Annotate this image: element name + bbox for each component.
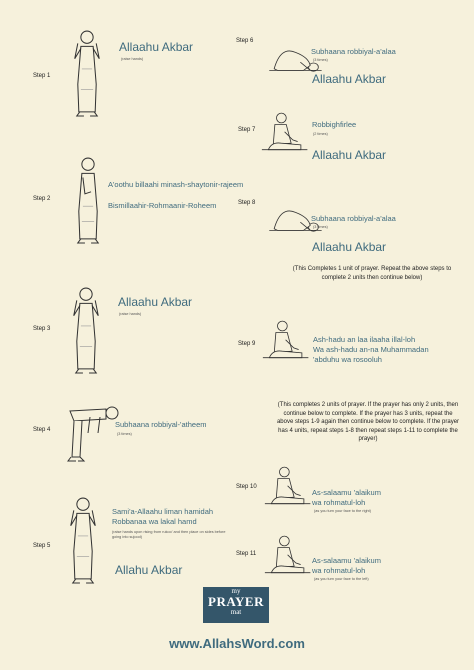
sitting-figure bbox=[257, 109, 309, 153]
step-5-label: Step 5 bbox=[33, 543, 51, 549]
step-6-note: (3 times) bbox=[313, 58, 328, 62]
step-4-phrase: Subhaana robbiyal-'atheem bbox=[115, 420, 207, 429]
step-11-line-2: wa rohmatul-loh bbox=[312, 566, 366, 575]
step-7-phrase: Robbighfirlee bbox=[312, 120, 357, 129]
step-10-line-1: As-salaamu 'alaikum bbox=[312, 488, 381, 497]
standing-raised-hands-figure bbox=[61, 28, 113, 118]
step-8-note: (3 times) bbox=[313, 225, 328, 229]
standing-figure bbox=[62, 155, 114, 245]
my-prayer-mat-logo bbox=[203, 587, 269, 623]
completes-2-units-text: (This completes 2 units of prayer. If the prayer has only 2 units, then continue below to complete. If the prayer has 3 units, repeat the above steps 1-9 again then continue below to complete. If the prayer has 4 units, repeat steps 1-8 then repeat steps 1-11 to complete the prayer) bbox=[276, 402, 460, 442]
step-1-title: Allaahu Akbar bbox=[119, 40, 194, 54]
logo-line-1: my bbox=[231, 587, 241, 595]
step-2-line-1: A'oothu billaahi minash-shaytonir-rajeem bbox=[108, 180, 244, 189]
step-1-label: Step 1 bbox=[33, 73, 51, 79]
sitting-figure bbox=[260, 532, 312, 576]
step-11-note: (as you turn your face to the left) bbox=[314, 577, 369, 581]
step-11-label: Step 11 bbox=[236, 551, 257, 557]
step-2-label: Step 2 bbox=[33, 196, 51, 202]
step-5-title: Allahu Akbar bbox=[115, 563, 183, 577]
step-9-line-2: Wa ash-hadu an-na Muhammadan bbox=[313, 345, 429, 354]
step-8-phrase: Subhaana robbiyal-a'alaa bbox=[311, 214, 396, 223]
step-3-note: (raise hands) bbox=[119, 312, 142, 316]
step-10-note: (as you turn your face to the right) bbox=[314, 509, 371, 513]
sitting-figure bbox=[258, 317, 310, 361]
step-11-line-1: As-salaamu 'alaikum bbox=[312, 556, 381, 565]
step-6-label: Step 6 bbox=[236, 38, 254, 44]
step-10-label: Step 10 bbox=[236, 484, 257, 490]
step-7-note: (2 times) bbox=[313, 132, 328, 136]
step-3-title: Allaahu Akbar bbox=[118, 295, 193, 309]
step-3-label: Step 3 bbox=[33, 326, 51, 332]
logo-line-3: mat bbox=[230, 608, 242, 616]
step-9-line-1: Ash-hadu an laa ilaaha illal-loh bbox=[313, 335, 416, 344]
step-8-label: Step 8 bbox=[238, 200, 256, 206]
step-6-title: Allaahu Akbar bbox=[312, 72, 387, 86]
step-5-note: (raise hands upon rising from rukoo' and then place on sides before going into sujood) bbox=[112, 530, 226, 539]
website-url[interactable]: www.AllahsWord.com bbox=[169, 636, 305, 651]
step-2-line-2: Bismillaahir-Rohmaanir-Roheem bbox=[108, 201, 217, 210]
standing-raised-hands-figure bbox=[57, 495, 109, 585]
step-1-note: (raise hands) bbox=[121, 57, 144, 61]
step-7-label: Step 7 bbox=[238, 127, 256, 133]
step-6-phrase: Subhaana robbiyal-a'alaa bbox=[311, 47, 396, 56]
logo-line-2: PRAYER bbox=[208, 594, 264, 609]
step-8-title: Allaahu Akbar bbox=[312, 240, 387, 254]
step-4-label: Step 4 bbox=[33, 427, 51, 433]
step-10-line-2: wa rohmatul-loh bbox=[312, 498, 366, 507]
step-7-title: Allaahu Akbar bbox=[312, 148, 387, 162]
step-4-note: (3 times) bbox=[117, 432, 132, 436]
standing-raised-hands-figure bbox=[60, 285, 112, 375]
sitting-figure bbox=[260, 463, 312, 507]
step-5-line-2: Robbanaa wa lakal hamd bbox=[112, 517, 197, 526]
step-9-line-3: 'abduhu wa rosooluh bbox=[313, 355, 382, 364]
completes-1-unit-text: (This Completes 1 unit of prayer. Repeat the above steps to complete 2 units then continue below) bbox=[292, 266, 452, 281]
step-5-line-1: Sami'a-Allaahu liman hamidah bbox=[112, 507, 214, 516]
step-9-label: Step 9 bbox=[238, 341, 256, 347]
